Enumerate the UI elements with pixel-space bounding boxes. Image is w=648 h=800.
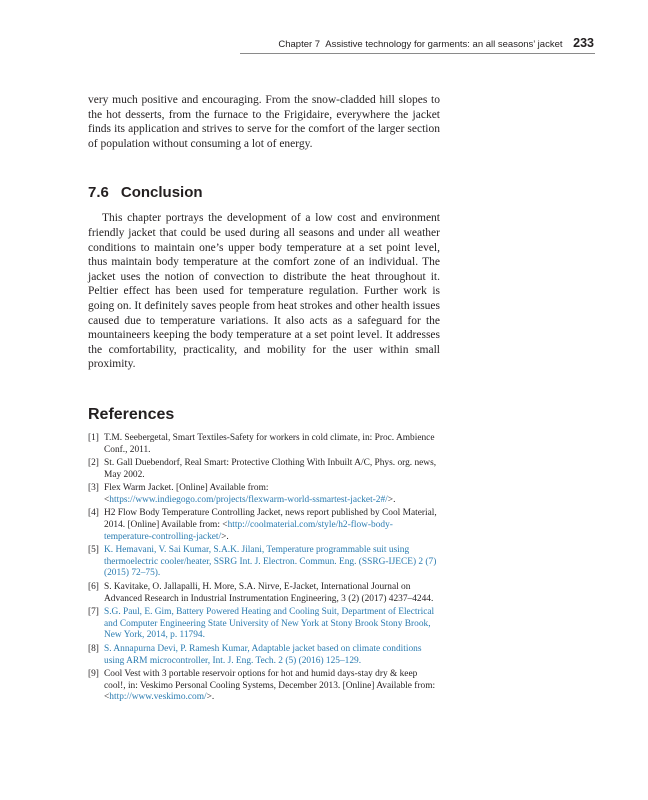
page-content bbox=[88, 93, 440, 706]
reference-text: St. Gall Duebendorf, Real Smart: Protective Clothing With Inbuilt A/C, Phys. org. news, May 2002. bbox=[104, 458, 437, 480]
references-heading: References bbox=[88, 405, 175, 423]
reference-number: [8] bbox=[88, 644, 99, 654]
header-rule bbox=[240, 53, 595, 54]
reference-list bbox=[88, 433, 440, 704]
reference-link[interactable]: http://coolmaterial.com/style/h2-flow-body-temperature-controlling-jacket/ bbox=[104, 520, 393, 542]
reference-text[interactable]: K. Hemavani, V. Sai Kumar, S.A.K. Jilani, Temperature programmable suit using thermoelectric cooler/heater, SSRG Int. J. Electron. Commun. Eng. (SSRG-IJECE) 2 (7) (2015) 72–75). bbox=[104, 545, 437, 579]
reference-text: H2 Flow Body Temperature Controlling Jacket, news report published by Cool Material, 2014. [Online] Available from: < bbox=[104, 508, 437, 531]
reference-number: [6] bbox=[88, 582, 99, 593]
running-head-chapter: Chapter 7 bbox=[278, 39, 321, 50]
reference-text: S. Kavitake, O. Jallapalli, H. More, S.A. Nirve, E-Jacket, International Journal on Advanced Research in Industrial Instrumentation Engineering, 3 (2) (2017) 4237–4244. bbox=[104, 582, 434, 604]
reference-number: [3] bbox=[88, 483, 99, 494]
reference-text: T.M. Seebergetal, Smart Textiles-Safety for workers in cold climate, in: Proc. Ambience Conf., 2011. bbox=[104, 432, 435, 455]
reference-item bbox=[88, 607, 440, 642]
reference-item bbox=[88, 458, 440, 481]
reference-suffix: >. bbox=[206, 692, 215, 703]
page-number: 233 bbox=[573, 36, 594, 50]
reference-item bbox=[88, 483, 440, 506]
reference-number: [1] bbox=[88, 432, 99, 443]
section-title: Conclusion bbox=[120, 184, 203, 202]
reference-number: [9] bbox=[88, 669, 99, 680]
section-heading-conclusion bbox=[88, 184, 440, 201]
reference-suffix: >. bbox=[221, 531, 229, 542]
reference-number: [2] bbox=[88, 458, 99, 469]
reference-text: Cool Vest with 3 portable reservoir options for hot and humid days-stay dry & keep cool!, in: Veskimo Personal Cooling Systems, December 2013. [Online] Available from: < bbox=[104, 669, 436, 703]
reference-text[interactable]: S. Annapurna Devi, P. Ramesh Kumar, Adaptable jacket based on climate conditions using ARM microcontroller, Int. J. Eng. Tech. 2 (5) (2016) 125–129. bbox=[104, 644, 422, 666]
intro-paragraph: very much positive and encouraging. From the snow-cladded hill slopes to the hot desserts, from the furnace to the Frigidaire, everywhere the jacket finds its application and strives to serve for the comfort of the larger section of population without consuming a lot of energy. bbox=[88, 94, 440, 150]
reference-suffix: >. bbox=[387, 494, 396, 505]
reference-item bbox=[88, 644, 440, 667]
reference-link[interactable]: http://www.veskimo.com/ bbox=[109, 692, 207, 703]
reference-item bbox=[88, 669, 440, 704]
running-head bbox=[240, 36, 594, 52]
running-head-title: Assistive technology for garments: an all seasons’ jacket bbox=[325, 39, 563, 50]
reference-number: [7] bbox=[88, 607, 99, 618]
reference-item bbox=[88, 508, 440, 543]
reference-item bbox=[88, 545, 440, 580]
section-number: 7.6 bbox=[88, 184, 109, 202]
reference-text[interactable]: S.G. Paul, E. Gim, Battery Powered Heating and Cooling Suit, Department of Electrical and Computer Engineering State University of New York at Stony Brook Stony Brook, New York, 2014, p. 11794. bbox=[104, 607, 435, 641]
reference-number: [4] bbox=[88, 508, 99, 519]
reference-item bbox=[88, 433, 440, 456]
reference-number: [5] bbox=[88, 545, 99, 556]
conclusion-paragraph: This chapter portrays the development of a low cost and environment friendly jacket that could be used during all seasons and under all weather conditions to maintain one’s upper body temperature at a set point level, thus maintain body temperature at the comfort zone of an individual. The jacket uses the notion of convection to distribute the heat throughout it. Peltier effect has been used for temperature regulation. Further work is going on. It definitely saves people from heat strokes and other health issues caused due to temperature variations. It also acts as a safeguard for the mountaineers keeping the body temperature at a set point level. It addresses the comfortability, practicality, and mobility for the user within small proximity. bbox=[88, 212, 440, 371]
reference-item bbox=[88, 582, 440, 605]
reference-link[interactable]: https://www.indiegogo.com/projects/flexwarm-world-ssmartest-jacket-2#/ bbox=[109, 494, 388, 505]
reference-text: Flex Warm Jacket. [Online] Available from: < bbox=[104, 483, 269, 505]
